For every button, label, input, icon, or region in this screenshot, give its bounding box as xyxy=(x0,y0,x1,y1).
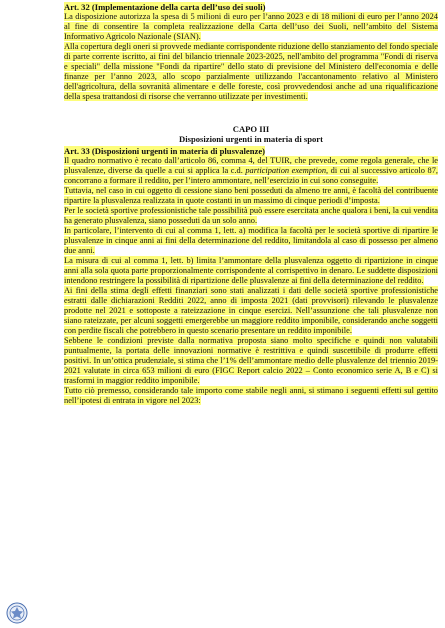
participation-exemption-term: participation exemption xyxy=(245,166,327,175)
art32-title: Art. 32 (Implementazione della carta dell’uso dei suoli) xyxy=(64,2,266,12)
art33-paragraph-3: Per le società sportive professionistiche tale possibilità può essere esercitata anche qualora i beni, la cui vendita ha generato plusvalenza, siano posseduti da un solo anno. xyxy=(64,206,438,225)
art33-paragraph-6: Ai fini della stima degli effetti finanziari sono stati analizzati i dati delle società sportive professionistiche estratti dalle dichiarazioni Redditi 2022, anno di imposta 2021 (dati provvisori) rilevando le plusvalenze prodotte nel 2021 e sottoposte a rateizzazione in cinque esercizi. Nell’assunzione che tali plusvalenze non siano rateizzate, per alcuni soggetti emergerebbe un maggiore reddito imponibile, considerando anche soggetti con perdite fiscali che potrebbero in questo scenario presentare un reddito imponibile. xyxy=(64,286,438,335)
art33-paragraph-8: Tutto ciò premesso, considerando tale importo come stabile negli anni, si stimano i seguenti effetti sul gettito nell’ipotesi di entrata in vigore nel 2023: xyxy=(64,386,438,405)
capo-subheading: Disposizioni urgenti in materia di sport xyxy=(179,134,323,144)
art33-title: Art. 33 (Disposizioni urgenti in materia di plusvalenze) xyxy=(64,146,265,156)
art33-paragraph-5: La misura di cui al comma 1, lett. b) limita l’ammontare della plusvalenza oggetto di ripartizione in cinque anni alla sola quota parte proporzionalmente corrispondente al corrispettivo in denaro. Le suddette disposizioni intendono restringere la possibilità di ripartizione delle plusvalenze ai fini della determinazione del reddito. xyxy=(64,256,438,285)
document-page xyxy=(64,0,438,406)
art33-paragraph-1: Il quadro normativo è recato dall’articolo 86, comma 4, del TUIR, che prevede, come regola generale, che le plusvalenze, diverse da quelle a cui si applica la c.d. participation exemption, di cui al successivo articolo 87, concorrano a formare il reddito, per l’intero ammontare, nell’esercizio in cui sono conseguite. xyxy=(64,156,438,185)
art33-paragraph-2: Tuttavia, nel caso in cui oggetto di cessione siano beni posseduti da almeno tre anni, è facoltà del contribuente ripartire la plusvalenza realizzata in quote costanti in un massimo di cinque periodi d’imposta. xyxy=(64,186,438,205)
capo-heading: CAPO III xyxy=(232,124,270,134)
art32-paragraph-1: La disposizione autorizza la spesa di 5 milioni di euro per l’anno 2023 e di 18 milioni di euro per l’anno 2024 al fine di consentire la completa realizzazione della Carta dell’uso dei Suoli, nell’ambito del Sistema Informativo Agricolo Nazionale (SIAN). xyxy=(64,12,438,41)
art33-paragraph-7: Sebbene le condizioni previste dalla normativa proposta siano molto specifiche e quindi non valutabili puntualmente, la portata delle innovazioni normative è restrittiva e quindi suscettibile di produrre effetti positivi. In un’ottica prudenziale, si stima che l’1% dell’ammontare medio delle plusvalenze del triennio 2019-2021 valutate in circa 653 milioni di euro (FIGC Report calcio 2022 – Conto economico serie A, B e C) si trasformi in maggior reddito imponibile. xyxy=(64,336,438,385)
government-seal-icon xyxy=(6,602,28,624)
art33-paragraph-4: In particolare, l’intervento di cui al comma 1, lett. a) modifica la facoltà per le società sportive di ripartire le plusvalenze in cinque anni ai fini della determinazione del reddito, limitandola al caso di possesso per almeno due anni. xyxy=(64,226,438,255)
art32-paragraph-2: Alla copertura degli oneri si provvede mediante corrispondente riduzione dello stanziamento del fondo speciale di parte corrente iscritto, ai fini del bilancio triennale 2023-2025, nell'ambito del programma "Fondi di riserva e speciali" della missione "Fondi da ripartire" dello stato di previsione del Ministero dell'economia e delle finanze per l’anno 2023, allo scopo parzialmente utilizzando l'accantonamento relativo al Ministero dell'agricoltura, della sovranità alimentare e delle foreste, così provvedendosi anche ad una riqualificazione della spesa trattandosi di risorse che verranno utilizzate per investimenti. xyxy=(64,42,438,101)
